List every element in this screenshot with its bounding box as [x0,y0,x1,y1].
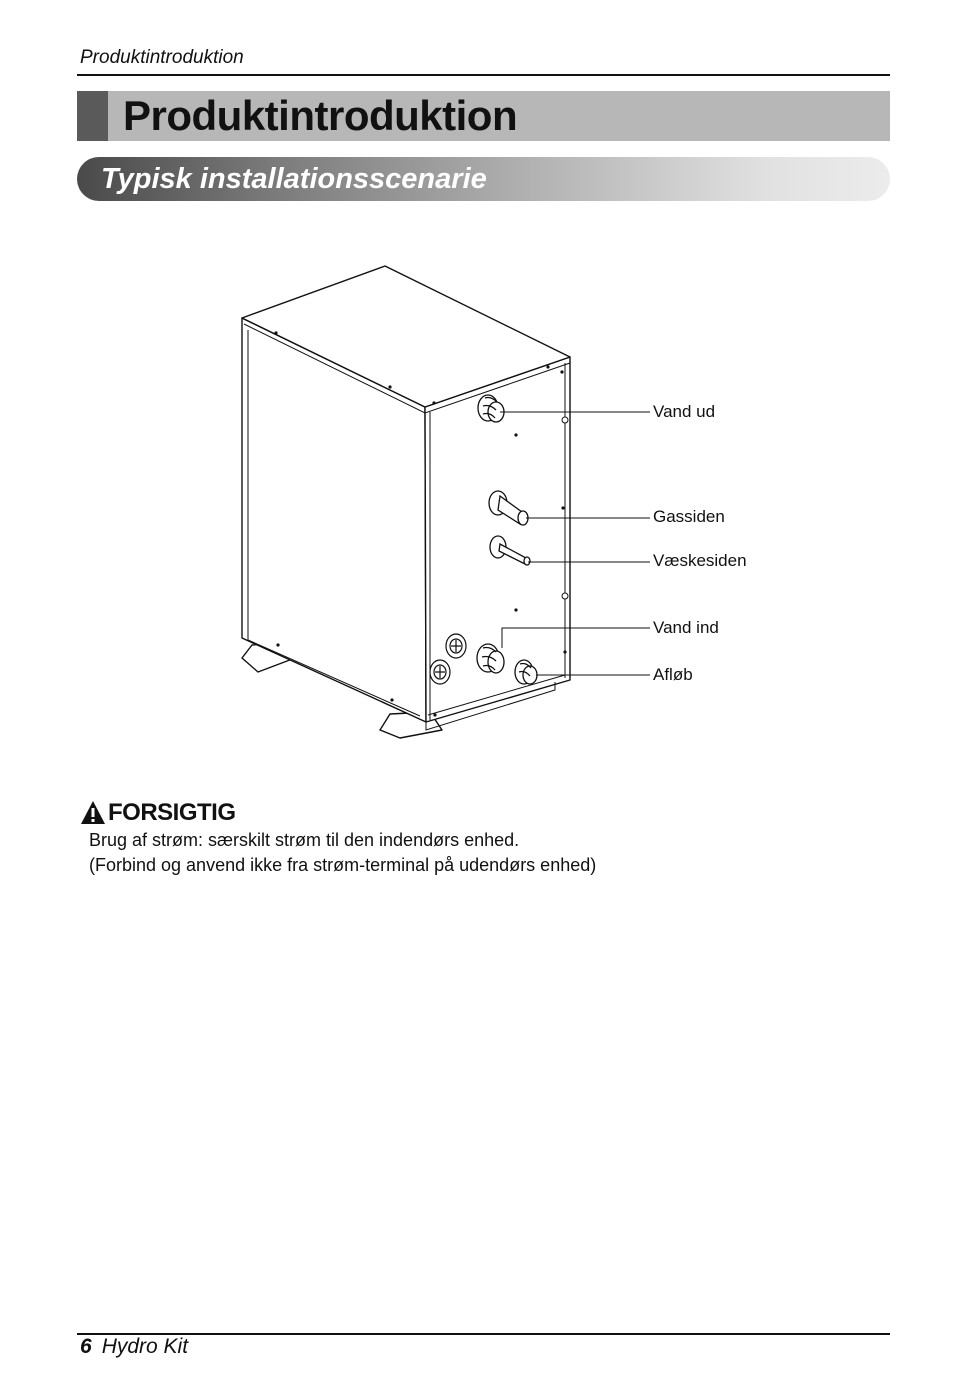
title-bar [77,91,890,141]
caution-heading [80,798,780,828]
caution-line-2: (Forbind og anvend ikke fra strøm-terminal på udendørs enhed) [89,855,597,875]
label-water-in: Vand ind [653,618,719,637]
title-accent [77,91,108,141]
footer-product: Hydro Kit [101,1335,189,1358]
label-liquid-side: Væskesiden [653,551,747,570]
caution-line-1: Brug af strøm: særskilt strøm til den indendørs enhed. [89,830,520,850]
page-number: 6 [80,1335,92,1358]
warning-icon [80,800,106,826]
footer-rule [77,1333,890,1335]
label-drain: Afløb [653,665,693,684]
header-rule [77,74,890,76]
label-water-out: Vand ud [653,402,716,421]
section-title: Typisk installationsscenarie [101,163,487,195]
hydro-kit-illustration [230,260,770,750]
running-header: Produktintroduktion [80,47,244,68]
label-gas-side: Gassiden [653,507,725,526]
caution-box [80,798,780,878]
subtitle-bar [77,157,890,201]
page-title: Produktintroduktion [123,92,518,139]
caution-text [89,828,780,878]
page-footer [80,1335,188,1359]
caution-label: FORSIGTIG [108,799,236,826]
